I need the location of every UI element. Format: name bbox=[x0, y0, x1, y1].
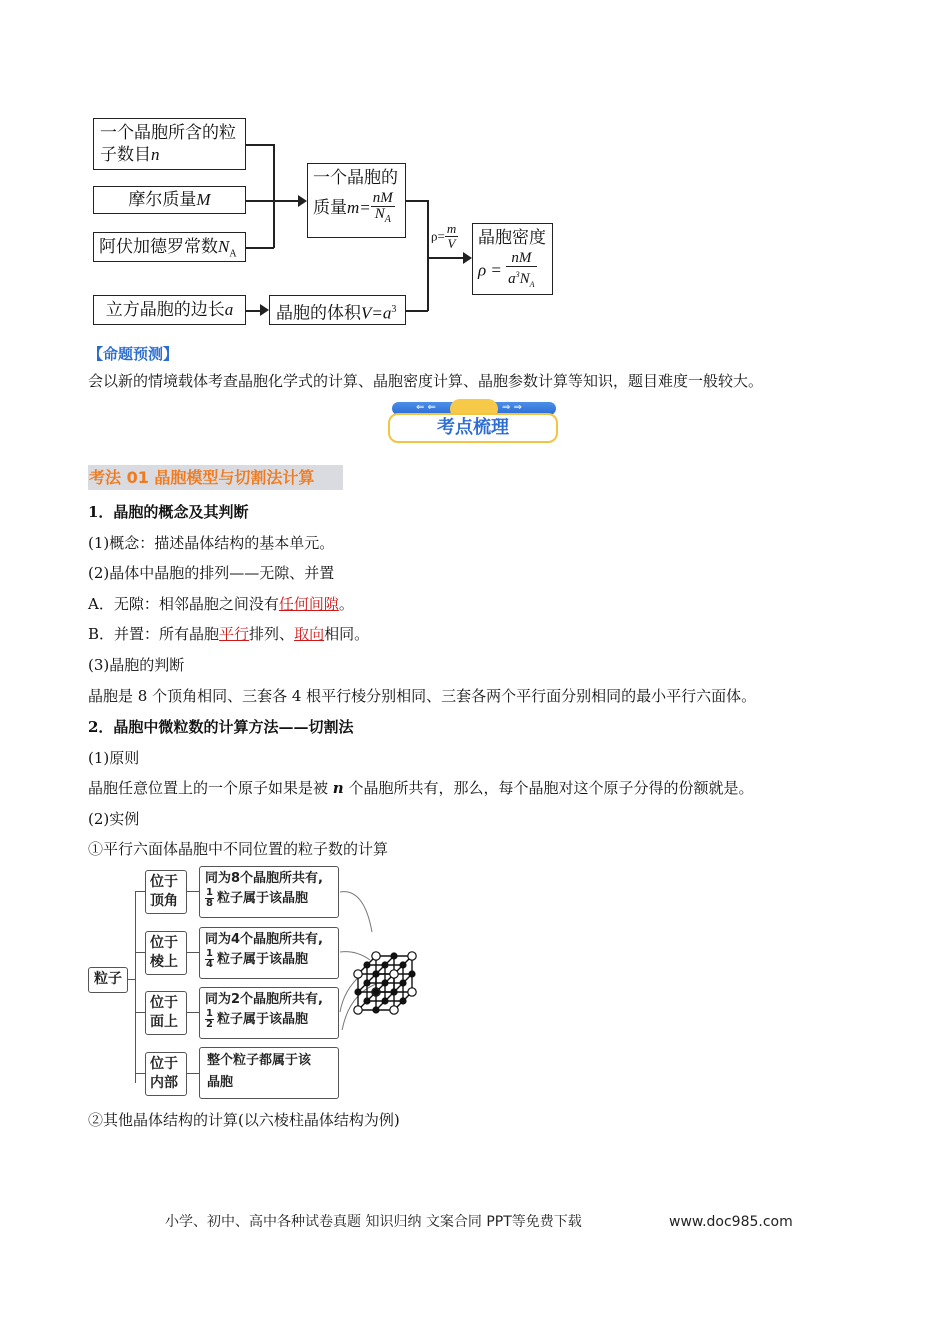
mass-fraction bbox=[371, 191, 395, 227]
box-cell-mass-line2 bbox=[313, 191, 400, 227]
desc-edge-line2 bbox=[205, 949, 333, 970]
box-particle-count-text: 子数目 bbox=[100, 145, 151, 164]
corner-atom bbox=[372, 952, 380, 960]
lattice-atom bbox=[400, 962, 406, 968]
corner-atom bbox=[390, 970, 398, 978]
para-principle-pre: 晶胞任意位置上的一个原子如果是被 bbox=[88, 779, 333, 797]
connector bbox=[428, 257, 464, 259]
connector bbox=[187, 952, 199, 953]
den-sub-A2: A bbox=[529, 280, 535, 289]
desc-vertex-line1: 同为8个晶胞所共有, bbox=[205, 871, 323, 886]
var-a: a bbox=[224, 300, 234, 319]
den-sub-A: A bbox=[384, 214, 391, 225]
lattice-atom bbox=[355, 989, 361, 995]
eq-V: V=a bbox=[361, 303, 392, 323]
connector bbox=[135, 891, 136, 1083]
lattice-atom bbox=[391, 989, 397, 995]
para-no-gap-text: A．无隙：相邻晶胞之间没有 bbox=[88, 595, 279, 613]
density-frac-num: nM bbox=[506, 251, 536, 267]
den-sup-3: 3 bbox=[515, 270, 520, 279]
banner-left-arrows-icon: ⇐ ⇐ bbox=[416, 402, 436, 413]
desc-edge bbox=[199, 927, 339, 979]
para-parallel-text: B．并置：所有晶胞 bbox=[88, 625, 220, 643]
highlight-parallel: 平行 bbox=[219, 625, 250, 643]
box-avogadro-text: 阿伏加德罗常数 bbox=[99, 237, 218, 256]
para-principle-text bbox=[88, 778, 753, 798]
para-no-gap-end: 。 bbox=[338, 595, 354, 613]
connector bbox=[246, 247, 274, 249]
highlight-any-gap: 任何间隙 bbox=[278, 595, 339, 613]
lattice-atom bbox=[400, 980, 406, 986]
connector bbox=[187, 1012, 199, 1013]
para-parallel-end: 相同。 bbox=[324, 625, 370, 643]
var-M: M bbox=[196, 190, 211, 209]
lattice-atom bbox=[373, 1007, 379, 1013]
lattice-atom bbox=[382, 962, 388, 968]
rho-eq-label: ρ= bbox=[431, 228, 445, 244]
para-parallel-mid: 排列、 bbox=[249, 625, 295, 643]
box-particle-count-line2 bbox=[100, 144, 239, 166]
connector bbox=[406, 310, 428, 312]
desc-edge-line1: 同为4个晶胞所共有, bbox=[205, 932, 323, 947]
desc-face-text: 粒子属于该晶胞 bbox=[216, 1012, 308, 1027]
desc-edge-text: 粒子属于该晶胞 bbox=[216, 952, 308, 967]
section-banner bbox=[386, 399, 562, 447]
corner-atom bbox=[390, 1006, 398, 1014]
lattice-atom bbox=[373, 989, 379, 995]
rho-fraction bbox=[445, 222, 458, 251]
lattice-atom bbox=[391, 953, 397, 959]
desc-vertex bbox=[199, 866, 339, 918]
frac-edge bbox=[205, 949, 214, 970]
schema-root-particle: 粒子 bbox=[88, 967, 128, 993]
box-cell-mass bbox=[307, 163, 406, 238]
corner-atom bbox=[354, 970, 362, 978]
box-molar-mass-text: 摩尔质量 bbox=[128, 190, 197, 209]
frac-vertex bbox=[205, 888, 214, 909]
density-fraction bbox=[506, 251, 536, 292]
para-principle-post: 个晶胞所共有，那么，每个晶胞对这个原子分得的份额就是。 bbox=[343, 779, 754, 797]
para-examples: (2)实例 bbox=[88, 810, 140, 828]
rho-frac-num: m bbox=[446, 221, 457, 236]
box-cell-mass-text: 质量 bbox=[313, 197, 347, 217]
frac-vertex-den: 8 bbox=[206, 898, 213, 909]
den-N2: N bbox=[519, 271, 530, 287]
banner-label: 考点梳理 bbox=[388, 413, 558, 443]
connector bbox=[273, 144, 275, 248]
desc-interior-line2: 晶胞 bbox=[207, 1075, 234, 1090]
connector bbox=[246, 200, 274, 202]
desc-vertex-line2 bbox=[205, 888, 333, 909]
position-edge bbox=[145, 931, 187, 975]
desc-interior bbox=[199, 1047, 339, 1099]
eq-m: m= bbox=[347, 197, 371, 217]
desc-interior-line1: 整个粒子都属于该 bbox=[207, 1053, 312, 1068]
frac-edge-num: 1 bbox=[206, 948, 213, 959]
corner-atom bbox=[408, 952, 416, 960]
connector bbox=[187, 891, 199, 892]
arrow-head-icon bbox=[260, 304, 269, 316]
desc-face-line1: 同为2个晶胞所共有, bbox=[205, 992, 323, 1007]
mass-frac-num: nM bbox=[372, 190, 393, 206]
position-vertex-line1: 位于 bbox=[150, 874, 178, 890]
connector bbox=[274, 200, 300, 202]
box-molar-mass bbox=[93, 186, 246, 214]
rho-symbol: ρ = bbox=[478, 260, 502, 280]
lattice-atom bbox=[364, 998, 370, 1004]
lattice-atom bbox=[409, 971, 415, 977]
var-NA: N bbox=[218, 237, 230, 256]
connector bbox=[246, 144, 274, 146]
frac-edge-den: 4 bbox=[206, 959, 213, 970]
lattice-atom bbox=[364, 980, 370, 986]
connector bbox=[427, 200, 429, 311]
box-density bbox=[472, 223, 553, 295]
para-example-2: ②其他晶体结构的计算(以六棱柱晶体结构为例) bbox=[88, 1111, 400, 1129]
lattice-cube-illustration bbox=[336, 880, 446, 1030]
para-concept: (1)概念：描述晶体结构的基本单元。 bbox=[88, 534, 335, 552]
frac-face-num: 1 bbox=[206, 1008, 213, 1019]
lattice-atom bbox=[382, 998, 388, 1004]
box-volume-text: 晶胞的体积 bbox=[276, 303, 361, 323]
den-a: a bbox=[508, 271, 516, 287]
position-interior bbox=[145, 1052, 187, 1096]
corner-atom bbox=[354, 1006, 362, 1014]
lattice-atom bbox=[364, 962, 370, 968]
box-particle-count bbox=[93, 118, 246, 170]
position-edge-line2: 棱上 bbox=[150, 954, 178, 970]
var-n: n bbox=[151, 145, 160, 164]
position-interior-line1: 位于 bbox=[150, 1056, 178, 1072]
prediction-text: 会以新的情境载体考查晶胞化学式的计算、晶胞密度计算、晶胞参数计算等知识，题目难度一般较大。 bbox=[88, 372, 764, 390]
lattice-atom bbox=[373, 971, 379, 977]
banner-right-arrows-icon: ⇒ ⇒ bbox=[502, 402, 522, 413]
position-edge-line1: 位于 bbox=[150, 935, 178, 951]
para-no-gap bbox=[88, 594, 354, 614]
footer-text: 小学、初中、高中各种试卷真题 知识归纳 文案合同 PPT等免费下载 bbox=[165, 1214, 582, 1230]
box-edge-length bbox=[93, 295, 246, 325]
prediction-heading: 【命题预测】 bbox=[88, 345, 179, 363]
frac-vertex-num: 1 bbox=[206, 887, 213, 898]
para-definition: 晶胞是 8 个顶角相同、三套各 4 根平行棱分别相同、三套各两个平行面分别相同的最小平行六面体。 bbox=[88, 687, 757, 705]
box-edge-text: 立方晶胞的边长 bbox=[105, 300, 225, 319]
para-principle: (1)原则 bbox=[88, 749, 140, 767]
sup-3: 3 bbox=[391, 304, 397, 315]
sub-A: A bbox=[229, 248, 237, 260]
arrow-head-icon bbox=[298, 195, 307, 207]
frac-face-den: 2 bbox=[206, 1019, 213, 1030]
heading-1: 1．晶胞的概念及其判断 bbox=[88, 503, 249, 521]
section-title: 考法 01 晶胞模型与切割法计算 bbox=[88, 465, 343, 490]
box-cell-mass-line1: 一个晶胞的 bbox=[313, 168, 398, 187]
lattice-atom bbox=[382, 980, 388, 986]
desc-vertex-text: 粒子属于该晶胞 bbox=[216, 891, 308, 906]
corner-atom bbox=[408, 988, 416, 996]
rho-frac-den: V bbox=[447, 236, 456, 251]
position-face-line1: 位于 bbox=[150, 995, 178, 1011]
para-judgement: (3)晶胞的判断 bbox=[88, 656, 185, 674]
position-face-line2: 面上 bbox=[150, 1014, 178, 1030]
box-avogadro bbox=[93, 232, 246, 262]
var-n-inline: n bbox=[332, 779, 344, 797]
rho-relation bbox=[431, 222, 458, 251]
para-arrangement: (2)晶体中晶胞的排列——无隙、并置 bbox=[88, 564, 335, 582]
den-N: N bbox=[374, 206, 385, 222]
highlight-orientation: 取向 bbox=[294, 625, 325, 643]
footer-site-link[interactable]: www.doc985.com bbox=[669, 1214, 793, 1230]
box-density-line1: 晶胞密度 bbox=[478, 228, 546, 247]
box-density-line2 bbox=[478, 251, 547, 292]
position-vertex bbox=[145, 870, 187, 914]
position-interior-line2: 内部 bbox=[150, 1075, 178, 1091]
position-face bbox=[145, 991, 187, 1035]
position-vertex-line2: 顶角 bbox=[150, 893, 178, 909]
desc-face bbox=[199, 987, 339, 1039]
connector bbox=[187, 1073, 199, 1074]
arrow-head-icon bbox=[463, 252, 472, 264]
heading-2: 2．晶胞中微粒数的计算方法——切割法 bbox=[88, 718, 354, 736]
lattice-atom bbox=[400, 998, 406, 1004]
frac-face bbox=[205, 1009, 214, 1030]
box-cell-volume bbox=[269, 295, 406, 325]
para-example-1: ①平行六面体晶胞中不同位置的粒子数的计算 bbox=[88, 840, 389, 858]
connector bbox=[406, 200, 428, 202]
box-particle-count-line1: 一个晶胞所含的粒 bbox=[100, 123, 236, 142]
para-parallel bbox=[88, 624, 369, 644]
mass-frac-den bbox=[371, 207, 395, 227]
desc-face-line2 bbox=[205, 1009, 333, 1030]
density-frac-den bbox=[506, 267, 536, 292]
